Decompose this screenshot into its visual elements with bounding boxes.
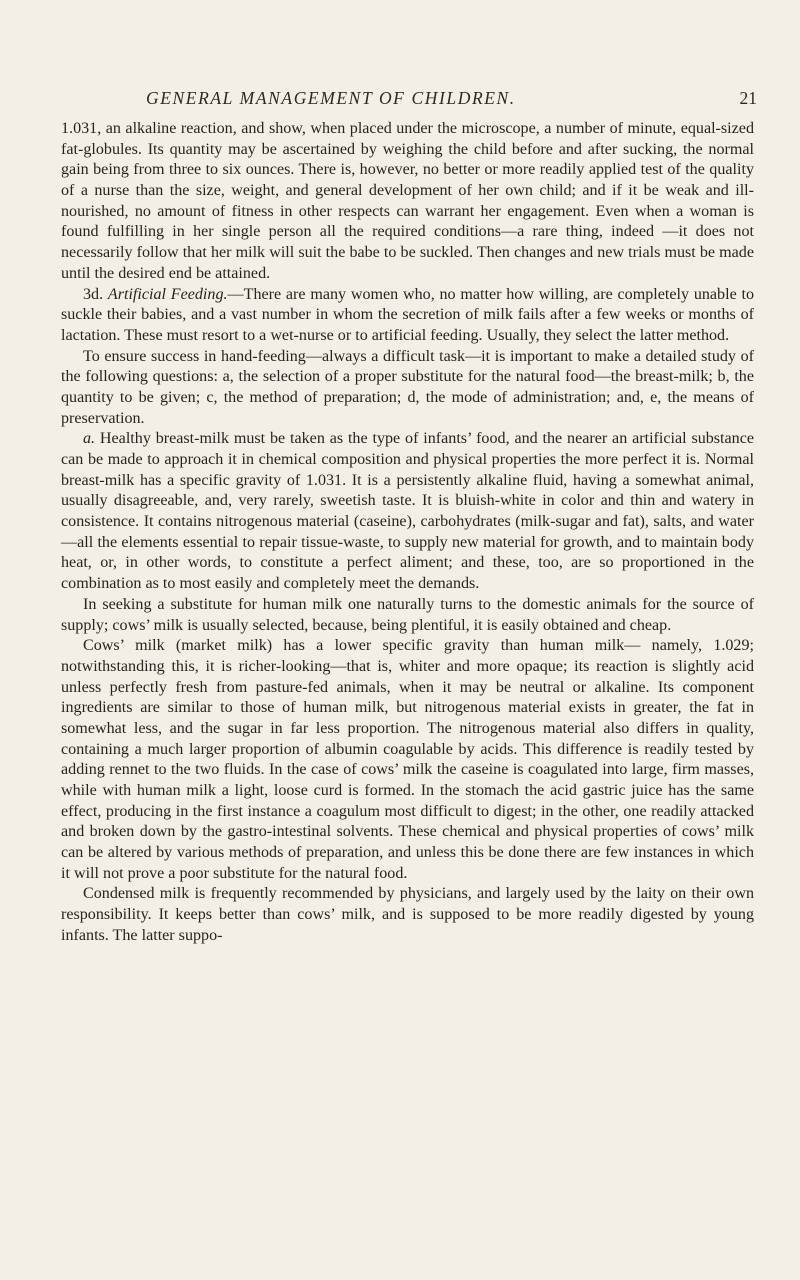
- paragraph-condensed-milk: Condensed milk is frequently recommended by physicians, and largely used by the laity on their own responsibility. It keeps better than cows’ milk, and is supposed to be more readily digested by young infants. The latter suppo-: [61, 885, 754, 944]
- paragraph-substitute: In seeking a substitute for human milk one naturally turns to the domestic animals for the source of supply; cows’ milk is usually selected, because, being plentiful, it is easily obtained and cheap.: [61, 595, 754, 634]
- section-title: Artificial Feeding.: [107, 285, 228, 303]
- paragraph-continuation: 1.031, an alkaline reaction, and show, when placed under the microscope, a number of minute, equal-sized fat-globules. Its quantity may be ascertained by weighing the child before and after sucking, the normal gain being from three to six ounces. There is, however, no better or more readily applied test of the quality of a nurse than the size, weight, and general development of her own child; and if it be weak and ill-nourished, no amount of fitness in other respects can warrant her engagement. Even when a woman is found fulfilling in her single person all the required conditions—a rare thing, indeed —it does not necessarily follow that her milk will suit the babe to be suckled. Then changes and new trials must be made until the desired end be attained.: [61, 120, 754, 282]
- page-number: 21: [739, 88, 757, 108]
- running-head: GENERAL MANAGEMENT OF CHILDREN.: [146, 88, 516, 108]
- page-header: [146, 88, 766, 114]
- section-number: 3d.: [83, 285, 108, 303]
- item-letter: a.: [83, 430, 100, 448]
- paragraph-breast-milk: a. Healthy breast-milk must be taken as the type of infants’ food, and the nearer an artificial substance can be made to approach it in chemical composition and physical properties the more perfect it is. Normal breast-milk has a specific gravity of 1.031. It is a persistently alkaline fluid, having a somewhat animal, usually disagreeable, and, very rarely, sweetish taste. It is bluish-white in color and thin and watery in consistence. It contains nitrogenous material (caseine), carbohydrates (milk-sugar and fat), salts, and water —all the elements essential to repair tissue-waste, to supply new material for growth, and to maintain body heat, or, in other words, to constitute a perfect aliment; and these, too, are so proportioned in the combination as to most easily and completely meet the demands.: [61, 430, 755, 593]
- paragraph-cows-milk: Cows’ milk (market milk) has a lower specific gravity than human milk— namely, 1.029; notwithstanding this, it is richer-looking—that is, whiter and more opaque; its reaction is slightly acid unless perfectly fresh from pasture-fed animals, when it may be neutral or alkaline. Its component ingredients are similar to those of human milk, but nitrogenous material exists in greater, the fat in somewhat less, and the sugar in far less proportion. The nitrogenous material also differs in quality, containing a much larger proportion of albumin coagulable by acids. This difference is readily tested by adding rennet to the two fluids. In the case of cows’ milk the caseine is coagulated into large, firm masses, while with human milk a light, loose curd is formed. In the stomach the acid gastric juice has the same effect, producing in the first instance a coagulum most difficult to digest; in the other, one readily attacked and broken down by the gastro-intestinal solvents. These chemical and physical properties of cows’ milk can be altered by various methods of preparation, and unless this be done there are few instances in which it will not prove a poor substitute for the natural food.: [61, 637, 754, 882]
- paragraph-artificial-feeding: 3d. Artificial Feeding.—There are many women who, no matter how willing, are completely unable to suckle their babies, and a vast number in whom the secretion of milk fails after a few weeks or months of lactation. These must resort to a wet-nurse or to artificial feeding. Usually, they select the latter method.: [61, 285, 755, 344]
- paragraph-hand-feeding: To ensure success in hand-feeding—always a difficult task—it is important to make a detailed study of the following questions: a, the selection of a proper substitute for the natural food—the breast-milk; b, the quantity to be given; c, the method of preparation; d, the mode of administration; and, e, the means of preservation.: [61, 347, 754, 427]
- body-text: [61, 119, 754, 947]
